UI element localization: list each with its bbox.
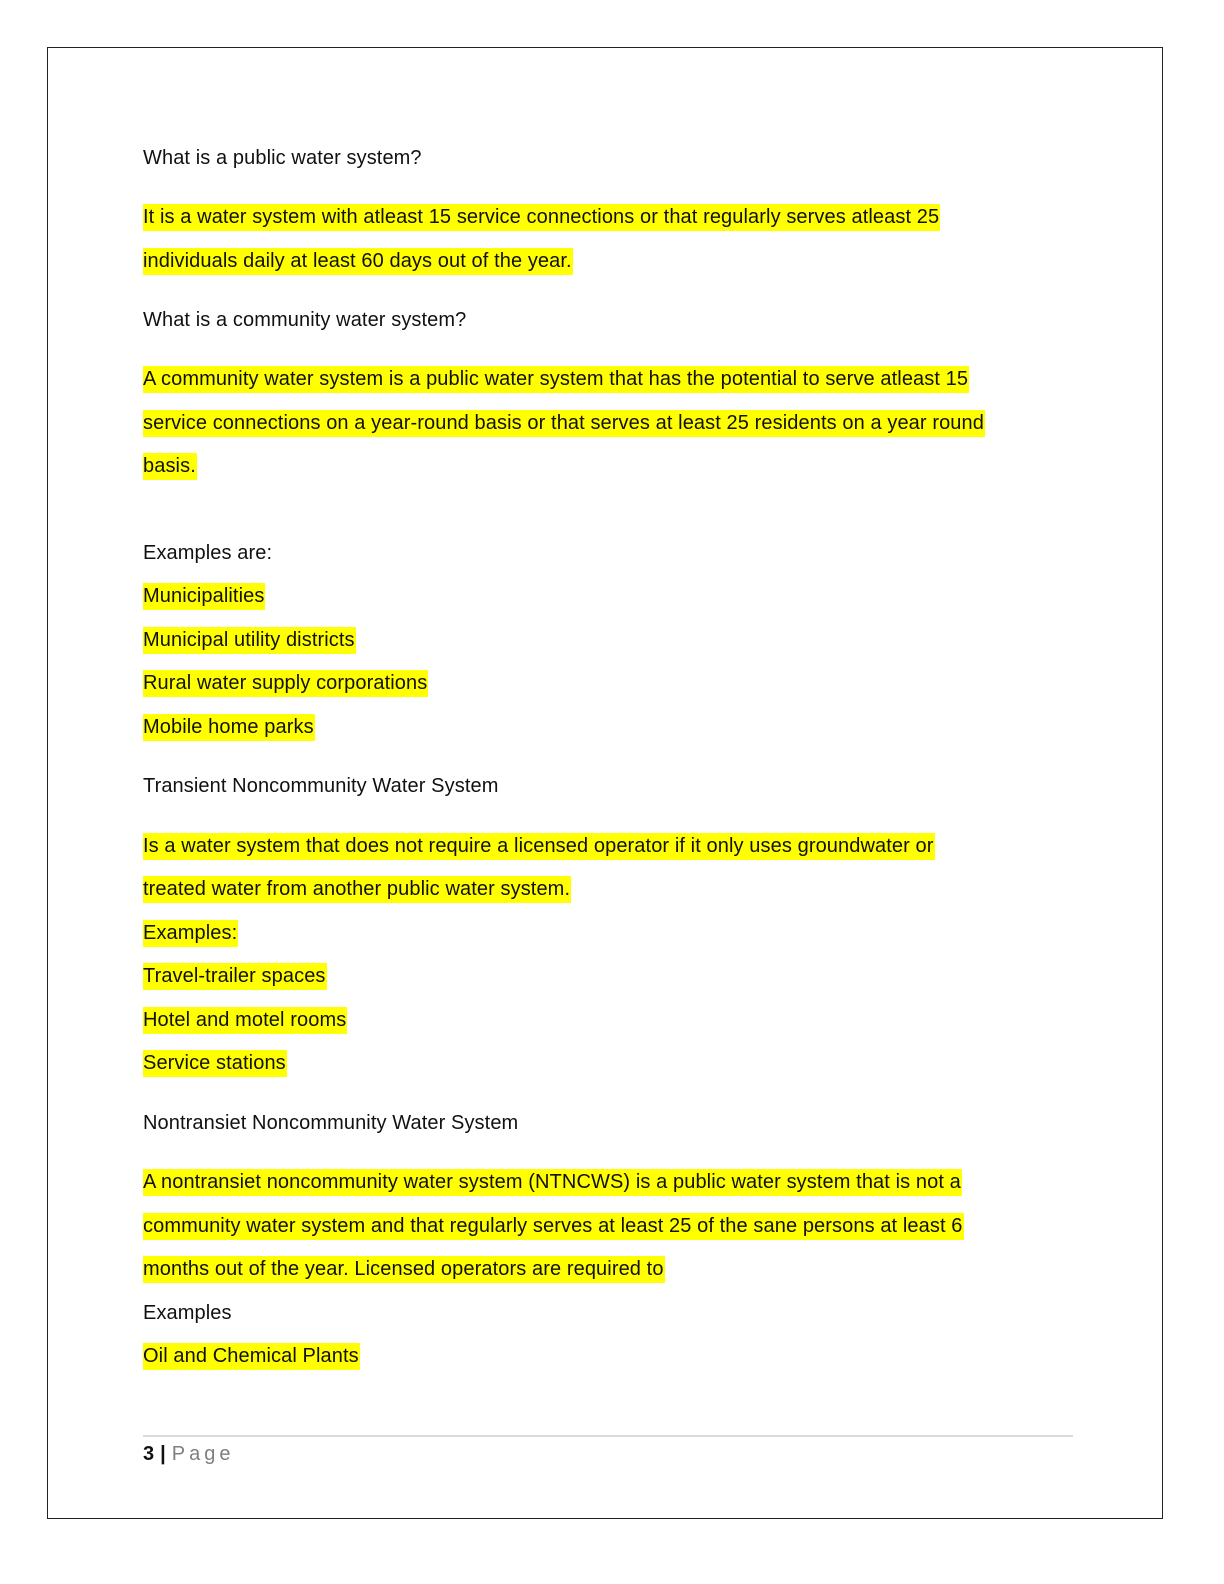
example-item: [143, 714, 315, 740]
highlighted-text: Service stations: [143, 1050, 287, 1077]
line-text: What is a community water system?: [143, 309, 467, 331]
answer-public-water-system-line-2: [143, 248, 573, 274]
page-number: 3: [143, 1443, 155, 1465]
highlighted-text: It is a water system with atleast 15 service connections or that regularly serves atleast 25: [143, 204, 940, 231]
footer-divider: [143, 1435, 1073, 1437]
highlighted-text: individuals daily at least 60 days out of the year.: [143, 248, 573, 275]
examples-heading: [143, 540, 272, 566]
highlighted-text: Oil and Chemical Plants: [143, 1343, 360, 1370]
highlighted-text: Mobile home parks: [143, 714, 315, 741]
section-heading-nontransient: [143, 1110, 518, 1136]
footer-separator: |: [160, 1443, 166, 1465]
highlighted-text: Examples:: [143, 920, 238, 947]
example-item: [143, 670, 428, 696]
example-item: [143, 627, 356, 653]
highlighted-text: Municipalities: [143, 583, 265, 610]
highlighted-text: months out of the year. Licensed operators are required to: [143, 1256, 665, 1283]
highlighted-text: A nontransiet noncommunity water system (NTNCWS) is a public water system that is not a: [143, 1169, 962, 1196]
example-item: [143, 963, 327, 989]
answer-public-water-system-line-1: [143, 204, 940, 230]
highlighted-text: treated water from another public water system.: [143, 876, 571, 903]
answer-community-water-system-line-1: [143, 366, 969, 392]
question-community-water-system: [143, 307, 466, 333]
nontransient-description-line-3: [143, 1256, 665, 1282]
highlighted-text: Hotel and motel rooms: [143, 1007, 347, 1034]
example-item: [143, 583, 265, 609]
example-item: [143, 1050, 287, 1076]
highlighted-text: Travel-trailer spaces: [143, 963, 327, 990]
page-footer: [143, 1441, 234, 1467]
example-item: [143, 1007, 347, 1033]
transient-examples-heading: [143, 920, 238, 946]
nontransient-description-line-1: [143, 1169, 962, 1195]
line-text: Nontransiet Noncommunity Water System: [143, 1112, 519, 1134]
page-label: Page: [171, 1443, 235, 1465]
nontransient-examples-heading: [143, 1300, 232, 1326]
line-text: Examples: [143, 1302, 232, 1324]
line-text: What is a public water system?: [143, 147, 422, 169]
line-text: Transient Noncommunity Water System: [143, 775, 499, 797]
highlighted-text: community water system and that regularly serves at least 25 of the sane persons at least 6: [143, 1213, 964, 1240]
line-text: Examples are:: [143, 542, 273, 564]
highlighted-text: Municipal utility districts: [143, 627, 356, 654]
highlighted-text: Rural water supply corporations: [143, 670, 428, 697]
answer-community-water-system-line-2: [143, 410, 985, 436]
question-public-water-system: [143, 145, 422, 171]
highlighted-text: A community water system is a public water system that has the potential to serve atleast 15: [143, 366, 969, 393]
highlighted-text: service connections on a year-round basis or that serves at least 25 residents on a year round: [143, 410, 985, 437]
answer-community-water-system-line-3: [143, 453, 197, 479]
section-heading-transient: [143, 773, 498, 799]
highlighted-text: Is a water system that does not require a licensed operator if it only uses groundwater or: [143, 833, 935, 860]
example-item: [143, 1343, 360, 1369]
highlighted-text: basis.: [143, 453, 197, 480]
transient-description-line-1: [143, 833, 935, 859]
transient-description-line-2: [143, 876, 571, 902]
nontransient-description-line-2: [143, 1213, 964, 1239]
